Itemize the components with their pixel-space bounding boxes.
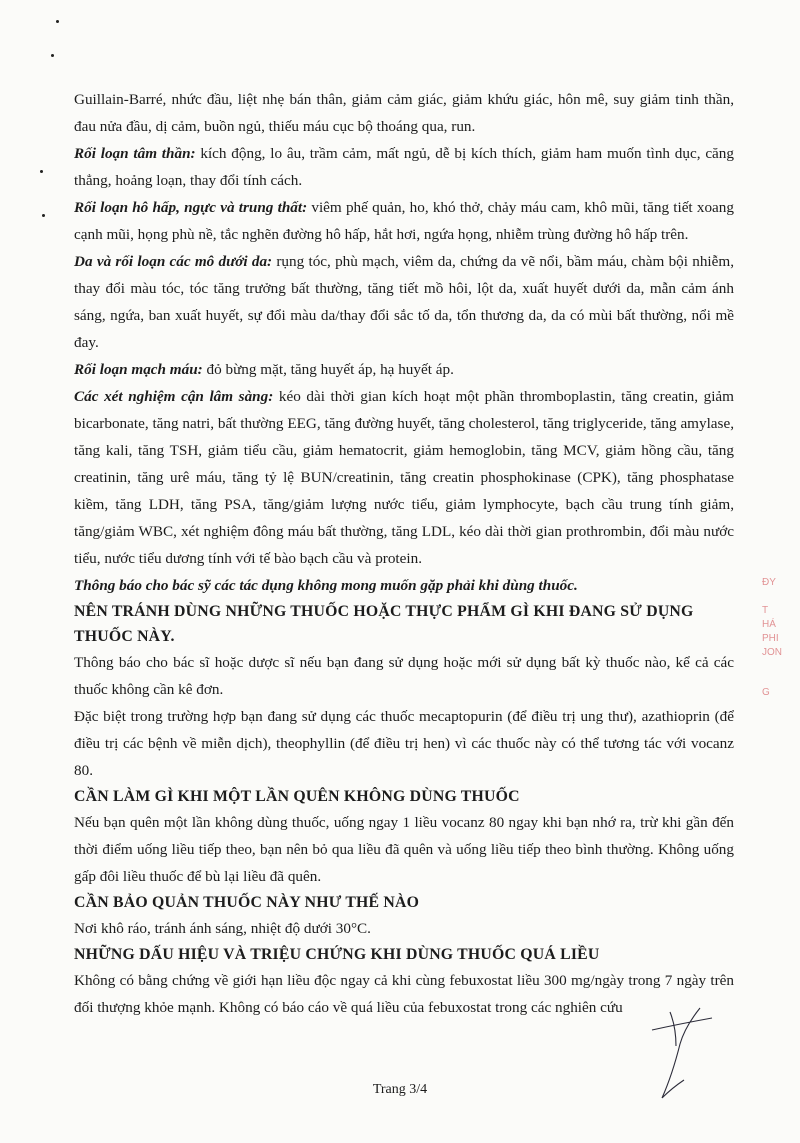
category-text: kích động, lo âu, trầm cảm, mất ngủ, dễ bị kích thích, giảm ham muốn tình dục, căng thẳng, hoảng loạn, thay đổi tính cách.	[74, 145, 734, 189]
category-paragraph	[74, 248, 734, 356]
scan-speck	[51, 54, 54, 57]
scan-speck	[40, 170, 43, 173]
section-heading: NHỮNG DẤU HIỆU VÀ TRIỆU CHỨNG KHI DÙNG THUỐC QUÁ LIỀU	[74, 946, 600, 963]
category-paragraph	[74, 383, 734, 572]
body-paragraph: Guillain-Barré, nhức đầu, liệt nhẹ bán thân, giảm cảm giác, giảm khứu giác, hôn mê, suy giảm tinh thần, đau nửa đầu, dị cảm, buồn ngủ, thiếu máu cục bộ thoáng qua, run.	[74, 91, 734, 135]
category-text: viêm phế quản, ho, khó thở, chảy máu cam, khô mũi, tăng tiết xoang cạnh mũi, họng phù nề, tắc nghẽn đường hô hấp, hắt hơi, ngứa họng, nhiễm trùng đường hô hấp trên.	[74, 199, 734, 243]
body-paragraph: Nếu bạn quên một lần không dùng thuốc, uống ngay 1 liều vocanz 80 ngay khi bạn nhớ ra, trừ khi gần đến thời điểm uống liều tiếp theo, bạn nên bỏ qua liều đã quên và uống liều tiếp theo bình thường. Không uống gấp đôi liều thuốc để bù lại liều đã quên.	[74, 814, 734, 885]
notice-text: Thông báo cho bác sỹ các tác dụng không mong muốn gặp phải khi dùng thuốc.	[74, 577, 578, 594]
page-body	[74, 86, 734, 1021]
category-text: rụng tóc, phù mạch, viêm da, chứng da vẽ nổi, bầm máu, chàm bội nhiễm, thay đổi màu tóc, tóc tăng trưởng bất thường, tăng tiết mồ hôi, lột da, xuất huyết dưới da, mẫn cảm ánh sáng, ngứa, ban xuất huyết, sự đổi màu da/thay đổi sắc tố da, tổn thương da, da có mùi bất thường, nổi mề đay.	[74, 253, 734, 351]
category-label: Rối loạn mạch máu:	[74, 361, 203, 378]
stamp-fragment: G	[762, 687, 770, 698]
category-label: Các xét nghiệm cận lâm sàng:	[74, 388, 274, 405]
category-paragraph	[74, 140, 734, 194]
stamp-fragment: ĐY	[762, 577, 776, 588]
stamp-fragment: JON	[762, 647, 782, 658]
body-paragraph: Nơi khô ráo, tránh ánh sáng, nhiệt độ dưới 30°C.	[74, 920, 371, 937]
body-paragraph: Đặc biệt trong trường hợp bạn đang sử dụng các thuốc mecaptopurin (để điều trị ung thư), azathioprin (để điều trị các bệnh về miễn dịch), theophyllin (để điều trị hen) vì các thuốc này có thể tương tác với vocanz 80.	[74, 708, 734, 779]
stamp-fragment: PHI	[762, 633, 779, 644]
body-paragraph: Không có bằng chứng về giới hạn liều độc ngay cả khi cùng febuxostat liều 300 mg/ngày trong 7 ngày trên đối thượng khỏe mạnh. Không có báo cáo về quá liều của febuxostat trong các nghiên cứu	[74, 972, 734, 1016]
category-text: đỏ bừng mặt, tăng huyết áp, hạ huyết áp.	[202, 361, 454, 378]
body-paragraph: Thông báo cho bác sĩ hoặc dược sĩ nếu bạn đang sử dụng hoặc mới sử dụng bất kỳ thuốc nào, kể cả các thuốc không cần kê đơn.	[74, 654, 734, 698]
category-text: kéo dài thời gian kích hoạt một phần thromboplastin, tăng creatin, giảm bicarbonate, tăng natri, bất thường EEG, tăng đường huyết, tăng cholesterol, tăng triglyceride, tăng amylase, tăng kali, tăng TSH, giảm tiểu cầu, giảm hematocrit, giảm hemoglobin, tăng MCV, giảm hồng cầu, tăng creatinin, tăng urê máu, tăng tỷ lệ BUN/creatinin, tăng creatin phosphokinase (CPK), tăng phosphatase kiềm, tăng LDH, tăng PSA, tăng/giảm lượng nước tiểu, giảm lymphocyte, bạch cầu trung tính giảm, tăng/giảm WBC, xét nghiệm đông máu bất thường, tăng LDL, kéo dài thời gian prothrombin, đổi màu nước tiểu, nước tiểu dương tính với tế bào bạch cầu và protein.	[74, 388, 734, 567]
category-label: Rối loạn hô hấp, ngực và trung thất:	[74, 199, 308, 216]
category-paragraph	[74, 194, 734, 248]
section-heading: NÊN TRÁNH DÙNG NHỮNG THUỐC HOẶC THỰC PHẨM GÌ KHI ĐANG SỬ DỤNG THUỐC NÀY.	[74, 603, 694, 645]
category-label: Rối loạn tâm thần:	[74, 145, 196, 162]
section-heading: CẦN BẢO QUẢN THUỐC NÀY NHƯ THẾ NÀO	[74, 894, 420, 911]
scan-speck	[42, 214, 45, 217]
stamp-fragment: T	[762, 605, 769, 616]
category-label: Da và rối loạn các mô dưới da:	[74, 253, 273, 270]
section-heading: CẦN LÀM GÌ KHI MỘT LẦN QUÊN KHÔNG DÙNG THUỐC	[74, 788, 520, 805]
scan-speck	[56, 20, 59, 23]
category-paragraph	[74, 356, 734, 383]
page-number: Trang 3/4	[372, 1082, 428, 1097]
stamp-fragment: HÁ	[762, 619, 776, 630]
